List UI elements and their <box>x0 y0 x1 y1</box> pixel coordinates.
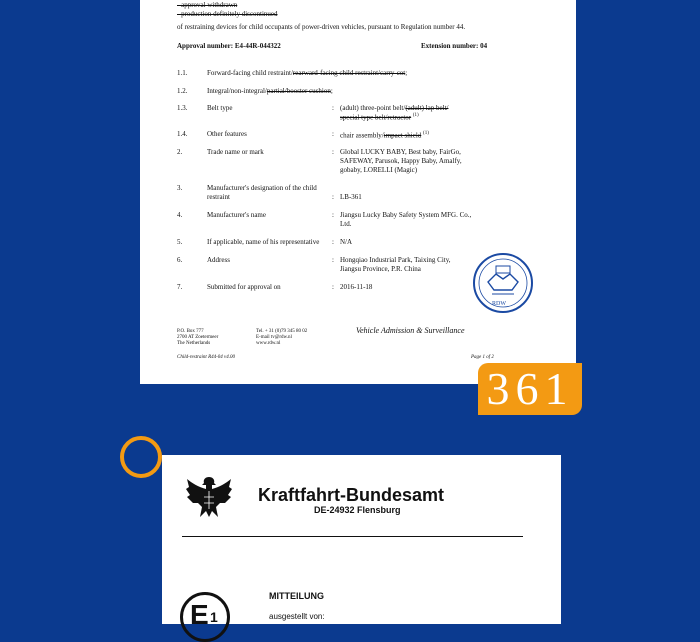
extension-number: Extension number: 04 <box>421 42 488 50</box>
kba-document-page <box>162 455 561 630</box>
row-num: 7. <box>177 283 183 291</box>
authority-name: Kraftfahrt-Bundesamt <box>258 485 445 505</box>
approval-number: Approval number: E4-44R-044322 <box>177 42 281 50</box>
seal-label: RDW <box>492 301 506 307</box>
representative: N/A <box>340 238 353 246</box>
notice-heading: MITTEILUNG <box>269 591 324 601</box>
approval-document-page <box>140 0 576 384</box>
intro-text: of restraining devices for child occupants of power-driven vehicles, pursuant to Regulation number 44. <box>177 23 466 31</box>
row-label: Submitted for approval on <box>207 283 281 291</box>
trade-name-line: gobaby, LORELLI (Magic) <box>340 166 418 174</box>
submitted-date: 2016-11-18 <box>340 283 373 291</box>
row-value: (adult) three-point belt/(adult) lap belt/ <box>340 104 449 112</box>
row-num: 6. <box>177 256 183 264</box>
footer-address: P.O. Box 777 2700 AT Zoetermeer The Netherlands <box>177 329 219 346</box>
row-num: 4. <box>177 211 183 219</box>
row-num: 1.1. <box>177 69 188 77</box>
row-colon: : <box>332 130 334 138</box>
address-line: Hongqiao Industrial Park, Taixing City, <box>340 256 451 264</box>
row-colon: : <box>332 238 334 246</box>
row-num: 1.4. <box>177 130 188 138</box>
row-colon: : <box>332 193 334 201</box>
row-label: Other features <box>207 130 247 138</box>
header-divider <box>182 536 523 537</box>
e-mark-number: 1 <box>210 609 218 625</box>
manufacturer-line: Jiangsu Lucky Baby Safety System MFG. Co., <box>340 211 472 219</box>
federal-eagle-icon <box>184 473 234 521</box>
footer-contact: Tel. + 31 (0)79 345 80 02 E-mail tv@rdw.nl www.rdw.nl <box>256 329 308 346</box>
row-label: Address <box>207 256 230 264</box>
row-num: 1.2. <box>177 87 188 95</box>
model-designation: LB-361 <box>340 193 362 201</box>
row-colon: : <box>332 104 334 112</box>
trade-name-line: Global LUCKY BABY, Best baby, FairGo, <box>340 148 461 156</box>
row-value: chair assembly/impact shield $^{(1)}$ <box>340 131 429 140</box>
row-label: Forward-facing child restraint/rearward-facing child restraint/carry-cot; <box>207 69 408 77</box>
row-colon: : <box>332 256 334 264</box>
row-num: 3. <box>177 184 183 192</box>
row-label: Manufacturer's designation of the child <box>207 184 317 192</box>
e-mark-circle <box>180 592 230 642</box>
manufacturer-line: Ltd. <box>340 220 352 228</box>
trade-name-line: SAFEWAY, Parusok, Happy Baby, Amalfy, <box>340 157 462 165</box>
e-mark-letter: E <box>190 599 209 630</box>
authority-address: DE-24932 Flensburg <box>314 505 401 515</box>
row-colon: : <box>332 211 334 219</box>
row-value-line2: special type belt/retractor $^{(1)}$ <box>340 113 419 122</box>
row-label: Belt type <box>207 104 233 112</box>
page-number: Page 1 of 2 <box>471 355 494 360</box>
row-colon: : <box>332 283 334 291</box>
header-line-withdrawn: - approval withdrawn <box>177 1 238 9</box>
row-num: 1.3. <box>177 104 188 112</box>
model-number-badge: 361 <box>478 363 582 415</box>
row-label: If applicable, name of his representative <box>207 238 320 246</box>
address-line: Jiangsu Province, P.R. China <box>340 265 421 273</box>
footer-department: Vehicle Admission & Surveillance <box>356 326 465 335</box>
footer-code: Child-restraint R44-04 v4.00 <box>177 355 236 360</box>
issued-by-label: ausgestellt von: <box>269 612 325 621</box>
ring-decoration <box>120 436 162 478</box>
header-line-discontinued: - production definitely discontinued <box>177 10 278 18</box>
row-label-line2: restraint <box>207 193 230 201</box>
row-num: 5. <box>177 238 183 246</box>
row-num: 2. <box>177 148 183 156</box>
row-colon: : <box>332 148 334 156</box>
row-label: Trade name or mark <box>207 148 264 156</box>
row-label: Manufacturer's name <box>207 211 266 219</box>
row-label: Integral/non-integral/partial/booster cushion; <box>207 87 333 95</box>
